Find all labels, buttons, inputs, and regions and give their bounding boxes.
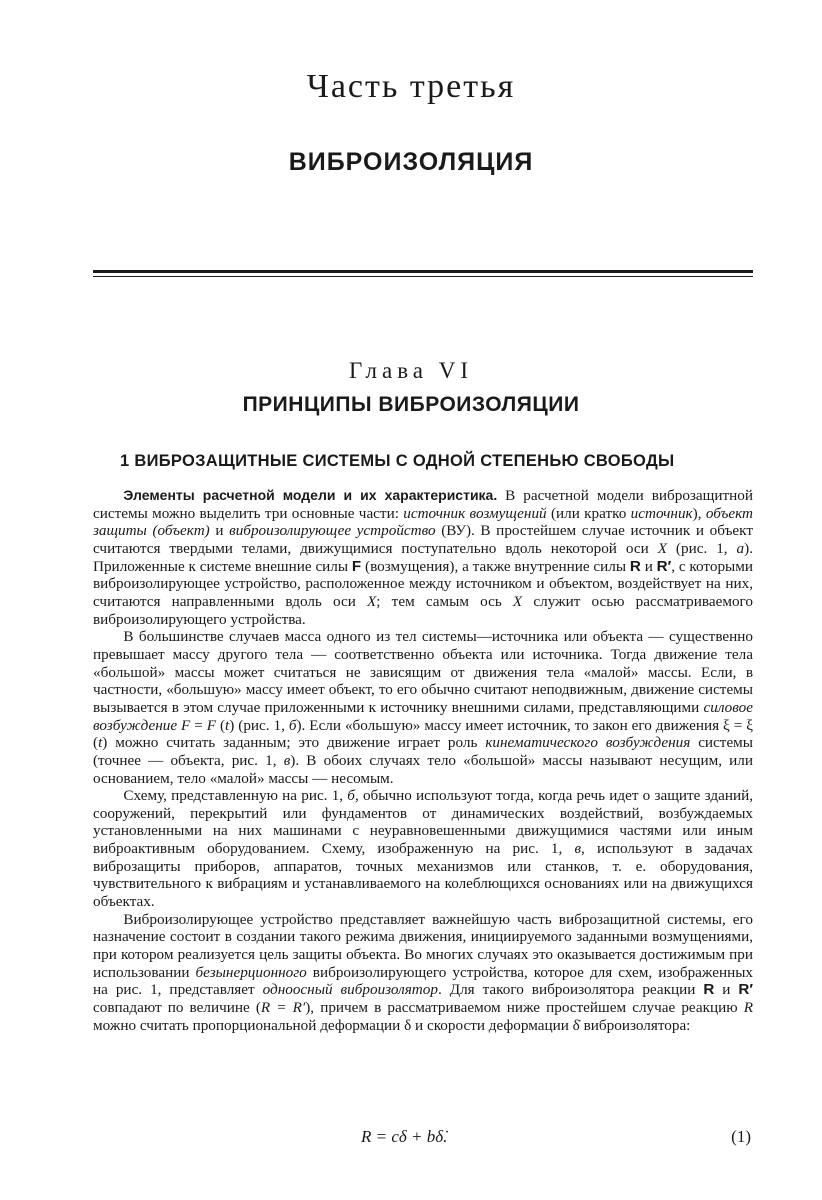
text-run: и (209, 522, 230, 540)
italic-run: в (283, 751, 291, 769)
text-run: ), причем в рассматриваемом ниже простейшем случае реакцию (305, 999, 744, 1017)
text-run: Схему, представленную на рис. 1, (123, 787, 348, 805)
text-run: ; тем самым ось (376, 592, 513, 610)
italic-run: R (743, 999, 753, 1017)
formula-expression: R = cδ + bδ̇. (361, 1127, 448, 1146)
italic-run: в (574, 840, 582, 858)
text-run: ). Если «большую» массу имеет источник, то закон его движения ξ = ξ ( (93, 716, 753, 752)
italic-run: б (288, 716, 297, 734)
text-run: ) можно считать заданным; это движение играет роль (102, 734, 486, 752)
section-title: 1 ВИБРОЗАЩИТНЫЕ СИСТЕМЫ С ОДНОЙ СТЕПЕНЬЮ СВОБОДЫ (120, 452, 675, 470)
italic-run: X (512, 592, 523, 610)
text-run: ). Приложенные к системе внешние силы (93, 539, 753, 575)
text-run: Виброизолирующее устройство представляет важнейшую часть виброзащитной системы, его назначение состоит в создании такого режима движения, инициируемого заданными возмущениями, при котором реализуется цель защиты объекта. Во многих случаях это оказывается достижимым при использовании (93, 910, 753, 981)
text-run: совпадают по величине ( (93, 999, 261, 1017)
italic-run: объект защиты (объект) (93, 504, 753, 540)
italic-run: X (367, 592, 377, 610)
paragraph-lead: Элементы расчетной модели и их характеристика. (123, 487, 498, 503)
text-run: , обычно используют тогда, когда речь идет о защите зданий, сооружений, перекрытий или фундаментов от динамических воздействий, возбуждаемых установленными на них машинами с неуравновешенными движущимися частями или иным виброактивным оборудованием. Схему, изображенную на рис. 1, (93, 787, 753, 858)
body-text (93, 487, 753, 1034)
text-run: , используют в задачах виброзащиты приборов, аппаратов, точных механизмов или станков, т. е. оборудования, чувствительного к вибрациям и устанавливаемого на колеблющихся основаниях или на движущихся объектах. (93, 840, 753, 911)
italic-run: силовое возбуждение F (93, 698, 753, 734)
text-run: виброизолирующего устройства, которое для схем, изображенных на рис. 1, представляет (93, 963, 753, 999)
paragraph-2 (93, 628, 753, 787)
text-run: В большинстве случаев масса одного из тел системы—источника или объекта — существенно превышает массу другого тела — соответственно объекта или источника. Тогда движение тела «большой» массы может считаться не зависящим от движения тела «малой» массы. Если, в частности, «большую» массу имеет объект, то его обычно считают неподвижным, движение системы вызывается в этом случае приложенными к источнику внешними силами, представляющими (93, 628, 753, 716)
italic-run: R = R′ (260, 999, 306, 1017)
text-run: ). В обоих случаях тело «большой» массы называют несущим, или основанием, тело «малой» массы — несомым. (93, 751, 753, 787)
formula-number: (1) (731, 1127, 751, 1146)
italic-run: X (657, 539, 667, 557)
vector-symbol: R (703, 981, 715, 999)
italic-run: а (736, 539, 745, 557)
text-run: системы (точнее — объекта, рис. 1, (93, 734, 753, 769)
text-run: ), (692, 504, 706, 522)
part-title: Часть третья (306, 68, 516, 105)
italic-run: одноосный виброизолятор (262, 981, 438, 999)
text-run: можно считать пропорциональной деформации δ и скорости деформации δ̇ виброизолятора: (93, 1016, 691, 1034)
text-run: (ВУ). В простейшем случае источник и объект считаются твердыми телами, движущимися поступательно вдоль некоторой оси (93, 522, 753, 557)
text-run: и (714, 981, 739, 999)
text-run: В расчетной модели виброзащитной системы можно выделить три основные части: (93, 487, 753, 522)
chapter-title: ПРИНЦИПЫ ВИБРОИЗОЛЯЦИИ (242, 393, 580, 416)
separator-rule-thin (93, 276, 753, 277)
vector-symbol: R′ (656, 557, 672, 575)
text-run: , с которыми виброизолирующее устройство, расположенное между источником и объектом, воздействует на них, считаются направленными вдоль оси (93, 557, 753, 610)
italic-run: безынерционного (195, 963, 307, 981)
formula-row (93, 1127, 753, 1153)
italic-run: t (225, 716, 230, 734)
text-run: = (190, 716, 207, 734)
italic-run: б (347, 787, 355, 805)
text-run: служит осью рассматриваемого виброизолирующего устройства. (93, 592, 753, 628)
vector-symbol: R (629, 557, 641, 575)
chapter-label: Глава VI (348, 358, 474, 383)
text-run: . Для такого виброизолятора реакции (437, 981, 704, 999)
text-run: (или кратко (546, 504, 631, 522)
italic-run: кинематического возбуждения (485, 734, 691, 752)
italic-run: виброизолирующее устройство (229, 522, 436, 540)
part-subtitle: ВИБРОИЗОЛЯЦИЯ (288, 148, 534, 176)
vector-symbol: F (351, 557, 362, 575)
text-run: ) (рис. 1, (229, 716, 289, 734)
text-run: (рис. 1, (666, 539, 737, 557)
paragraph-3 (93, 787, 753, 911)
italic-run: источник возмущений (403, 504, 547, 522)
paragraph-1 (93, 487, 753, 628)
separator-rule-thick (93, 270, 753, 273)
italic-run: источник (630, 504, 693, 522)
italic-run: t (98, 734, 103, 752)
vector-symbol: R′ (738, 981, 753, 999)
paragraph-4 (93, 911, 753, 1035)
text-run: (возмущения), а также внутренние силы (361, 557, 630, 575)
italic-run: F (206, 716, 217, 734)
text-run: ( (216, 716, 226, 734)
text-run: и (640, 557, 657, 575)
